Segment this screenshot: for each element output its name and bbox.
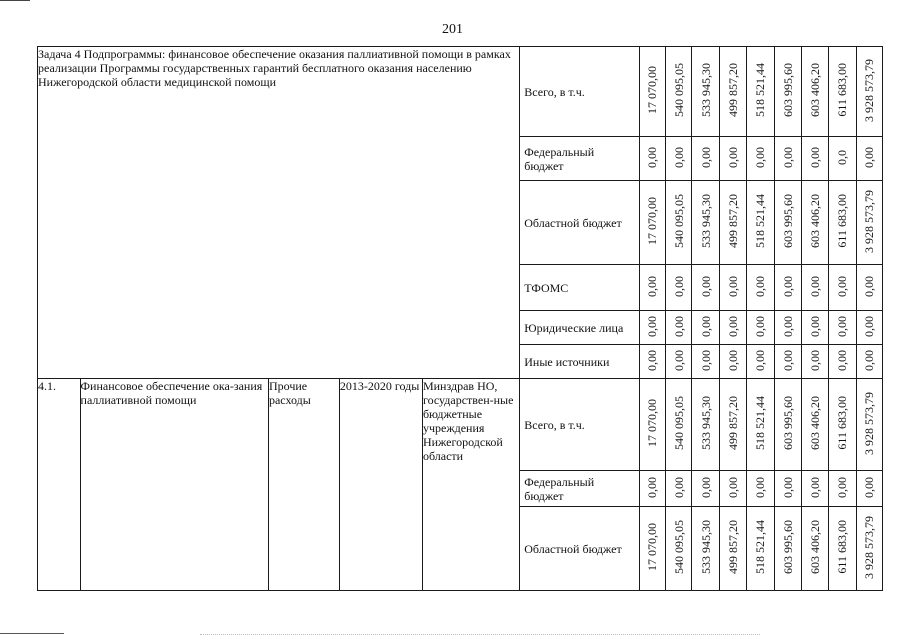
amount-text: 0,00: [780, 476, 795, 498]
amount-text: 3 928 573,79: [862, 189, 877, 253]
amount-text: 0,00: [753, 315, 768, 337]
bottom-scan-noise: [200, 634, 760, 636]
task-row-2-value-1: [639, 137, 665, 181]
amount-text: 540 095,05: [671, 520, 686, 574]
measure-row-1-value-2: [666, 379, 692, 471]
task-row-1-value-1: [639, 47, 665, 137]
amount-text: 0,00: [835, 476, 850, 498]
measure-row: [38, 379, 883, 471]
task-row-4-source: ТФОМС: [520, 265, 640, 311]
measure-row-1-value-7: [801, 379, 828, 471]
amount-text: 0,00: [671, 146, 686, 168]
task-row-5-value-7: [801, 311, 828, 345]
task-row-6-value-9: [856, 345, 882, 379]
task-row-2-value-5: [747, 137, 774, 181]
amount-text: 0,00: [671, 349, 686, 371]
task-row-1-value-4: [719, 47, 746, 137]
task-row-6-value-1: [639, 345, 665, 379]
amount-text: 0,00: [645, 275, 660, 297]
task-row-2-value-7: [801, 137, 828, 181]
amount-text: 533 945,30: [698, 194, 713, 248]
task-row-3-value-4: [719, 181, 746, 265]
task-row-1-value-7: [801, 47, 828, 137]
measure-name: Финансовое обеспечение ока-зания паллиативной помощи: [80, 379, 268, 591]
amount-text: 518 521,44: [753, 520, 768, 574]
amount-text: 499 857,20: [725, 63, 740, 117]
task-row-5-value-4: [719, 311, 746, 345]
amount-text: 0,00: [753, 146, 768, 168]
task-row-5-value-8: [829, 311, 856, 345]
amount-text: 603 406,20: [808, 520, 823, 574]
task-row-4-value-5: [747, 265, 774, 311]
task-row-4-value-2: [666, 265, 692, 311]
amount-text: 0,00: [808, 349, 823, 371]
task-row-4-value-3: [692, 265, 719, 311]
amount-text: 603 995,60: [780, 396, 795, 450]
task-section: [38, 47, 883, 379]
amount-text: 0,00: [698, 146, 713, 168]
amount-text: 0,00: [808, 315, 823, 337]
measure-row-2-value-9: [856, 471, 882, 507]
task-row-1-value-6: [774, 47, 801, 137]
measure-row-3-value-9: [856, 507, 882, 591]
measure-row-3-value-4: [719, 507, 746, 591]
measure-row-2-value-6: [774, 471, 801, 507]
amount-text: 611 683,00: [835, 396, 850, 450]
measure-row-2-value-3: [692, 471, 719, 507]
task-row-3-source: Областной бюджет: [520, 181, 640, 265]
amount-text: 17 070,00: [645, 197, 660, 245]
amount-text: 518 521,44: [753, 194, 768, 248]
amount-text: 17 070,00: [645, 399, 660, 447]
top-left-rule: [0, 0, 30, 1]
amount-text: 0,00: [671, 476, 686, 498]
task-row-2-value-6: [774, 137, 801, 181]
task-row-3-value-3: [692, 181, 719, 265]
amount-text: 0,00: [645, 315, 660, 337]
amount-text: 603 995,60: [780, 63, 795, 117]
task-row-6-value-4: [719, 345, 746, 379]
measure-row-3-value-1: [639, 507, 665, 591]
task-row-1-value-5: [747, 47, 774, 137]
task-row-5-value-2: [666, 311, 692, 345]
task-row-4-value-7: [801, 265, 828, 311]
amount-text: 0,00: [862, 146, 877, 168]
amount-text: 3 928 573,79: [862, 58, 877, 122]
amount-text: 0,00: [808, 275, 823, 297]
amount-text: 0,00: [671, 275, 686, 297]
task-row-2-value-2: [666, 137, 692, 181]
task-row-4-value-9: [856, 265, 882, 311]
measure-period: 2013-2020 годы: [339, 379, 422, 591]
task-row-1-value-9: [856, 47, 882, 137]
measure-row-2-value-1: [639, 471, 665, 507]
task-row-1-source: Всего, в т.ч.: [520, 47, 640, 137]
measure-row-1-value-9: [856, 379, 882, 471]
task-row-5-value-1: [639, 311, 665, 345]
amount-text: 0,00: [862, 275, 877, 297]
amount-text: 0,00: [645, 146, 660, 168]
amount-text: 0,00: [645, 349, 660, 371]
task-row-6-value-6: [774, 345, 801, 379]
amount-text: 0,00: [835, 275, 850, 297]
page-number: 201: [442, 22, 463, 37]
task-row-3-value-9: [856, 181, 882, 265]
measure-row-2-value-7: [801, 471, 828, 507]
task-title: Задача 4 Подпрограммы: финансовое обеспечение оказания паллиативной помощи в рамках реализации Программы государственных гарантий бесплатного оказания населению Нижегородской области медицинской помощи: [38, 47, 520, 379]
amount-text: 603 406,20: [808, 396, 823, 450]
amount-text: 0,00: [698, 349, 713, 371]
amount-text: 533 945,30: [698, 396, 713, 450]
measure-row-1-value-1: [639, 379, 665, 471]
amount-text: 3 928 573,79: [862, 391, 877, 455]
task-row-1-value-3: [692, 47, 719, 137]
task-row-2-value-9: [856, 137, 882, 181]
amount-text: 603 406,20: [808, 63, 823, 117]
task-row-6-value-2: [666, 345, 692, 379]
amount-text: 0,00: [725, 349, 740, 371]
amount-text: 0,0: [835, 149, 850, 165]
amount-text: 499 857,20: [725, 194, 740, 248]
task-row-2-value-3: [692, 137, 719, 181]
amount-text: 0,00: [698, 315, 713, 337]
amount-text: 0,00: [862, 349, 877, 371]
measure-row-3-value-6: [774, 507, 801, 591]
task-row-5-source: Юридические лица: [520, 311, 640, 345]
measure-row-2-value-2: [666, 471, 692, 507]
measure-row-2-source: Федеральный бюджет: [520, 471, 640, 507]
measure-row-3-source: Областной бюджет: [520, 507, 640, 591]
amount-text: 0,00: [725, 146, 740, 168]
bottom-rule: [0, 633, 64, 634]
amount-text: 0,00: [780, 349, 795, 371]
measure-row-3-value-3: [692, 507, 719, 591]
amount-text: 540 095,05: [671, 63, 686, 117]
measure-row-3-value-2: [666, 507, 692, 591]
measure-executor: Минздрав НО, государствен-ные бюджетные учреждения Нижегородской области: [422, 379, 519, 591]
amount-text: 0,00: [725, 275, 740, 297]
task-row-5-value-6: [774, 311, 801, 345]
measure-row-1-value-6: [774, 379, 801, 471]
measure-section: [38, 379, 883, 591]
task-row: [38, 47, 883, 137]
amount-text: 603 995,60: [780, 520, 795, 574]
measure-row-1-source: Всего, в т.ч.: [520, 379, 640, 471]
amount-text: 540 095,05: [671, 194, 686, 248]
amount-text: 3 928 573,79: [862, 515, 877, 579]
task-row-4-value-1: [639, 265, 665, 311]
amount-text: 611 683,00: [835, 194, 850, 248]
amount-text: 0,00: [671, 315, 686, 337]
task-row-5-value-9: [856, 311, 882, 345]
measure-row-1-value-8: [829, 379, 856, 471]
amount-text: 0,00: [808, 476, 823, 498]
task-row-4-value-4: [719, 265, 746, 311]
amount-text: 611 683,00: [835, 520, 850, 574]
amount-text: 0,00: [835, 315, 850, 337]
amount-text: 17 070,00: [645, 523, 660, 571]
amount-text: 0,00: [862, 476, 877, 498]
measure-row-3-value-5: [747, 507, 774, 591]
task-row-6-value-8: [829, 345, 856, 379]
amount-text: 0,00: [725, 476, 740, 498]
task-row-2-value-4: [719, 137, 746, 181]
measure-number: 4.1.: [38, 379, 81, 591]
amount-text: 0,00: [835, 349, 850, 371]
amount-text: 533 945,30: [698, 63, 713, 117]
budget-table: [37, 46, 883, 591]
task-row-2-source: Федеральный бюджет: [520, 137, 640, 181]
task-row-1-value-8: [829, 47, 856, 137]
measure-row-1-value-5: [747, 379, 774, 471]
task-row-3-value-1: [639, 181, 665, 265]
measure-row-2-value-4: [719, 471, 746, 507]
measure-row-2-value-8: [829, 471, 856, 507]
task-row-3-value-7: [801, 181, 828, 265]
task-row-4-value-8: [829, 265, 856, 311]
measure-row-1-value-3: [692, 379, 719, 471]
task-row-5-value-5: [747, 311, 774, 345]
measure-row-1-value-4: [719, 379, 746, 471]
task-row-3-value-2: [666, 181, 692, 265]
amount-text: 540 095,05: [671, 396, 686, 450]
task-row-3-value-6: [774, 181, 801, 265]
amount-text: 0,00: [698, 275, 713, 297]
task-row-2-value-8: [829, 137, 856, 181]
task-row-6-value-7: [801, 345, 828, 379]
measure-row-3-value-7: [801, 507, 828, 591]
amount-text: 0,00: [753, 476, 768, 498]
amount-text: 518 521,44: [753, 63, 768, 117]
amount-text: 518 521,44: [753, 396, 768, 450]
amount-text: 0,00: [780, 146, 795, 168]
amount-text: 499 857,20: [725, 520, 740, 574]
amount-text: 17 070,00: [645, 66, 660, 114]
amount-text: 0,00: [780, 275, 795, 297]
measure-row-3-value-8: [829, 507, 856, 591]
amount-text: 0,00: [698, 476, 713, 498]
task-row-6-source: Иные источники: [520, 345, 640, 379]
amount-text: 0,00: [780, 315, 795, 337]
task-row-4-value-6: [774, 265, 801, 311]
task-row-3-value-5: [747, 181, 774, 265]
amount-text: 611 683,00: [835, 63, 850, 117]
task-row-1-value-2: [666, 47, 692, 137]
task-row-6-value-5: [747, 345, 774, 379]
amount-text: 603 995,60: [780, 194, 795, 248]
amount-text: 499 857,20: [725, 396, 740, 450]
amount-text: 603 406,20: [808, 194, 823, 248]
amount-text: 533 945,30: [698, 520, 713, 574]
measure-expense-type: Прочие расходы: [268, 379, 339, 591]
amount-text: 0,00: [753, 275, 768, 297]
measure-row-2-value-5: [747, 471, 774, 507]
amount-text: 0,00: [753, 349, 768, 371]
task-row-3-value-8: [829, 181, 856, 265]
amount-text: 0,00: [725, 315, 740, 337]
amount-text: 0,00: [862, 315, 877, 337]
amount-text: 0,00: [645, 476, 660, 498]
task-row-5-value-3: [692, 311, 719, 345]
amount-text: 0,00: [808, 146, 823, 168]
task-row-6-value-3: [692, 345, 719, 379]
